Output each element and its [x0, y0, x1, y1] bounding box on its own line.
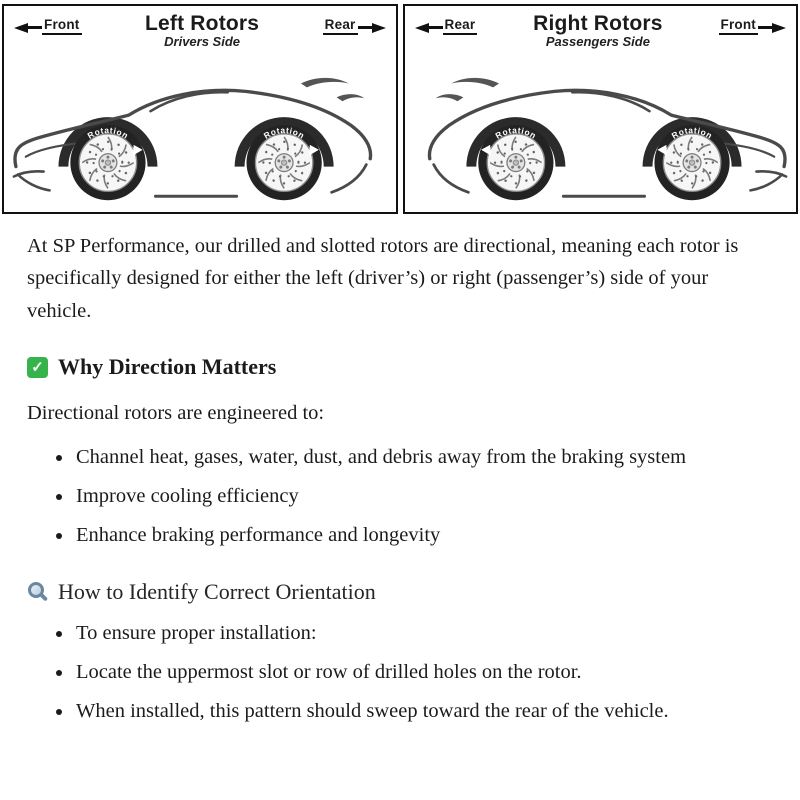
arrow-right-icon	[372, 23, 386, 33]
section-heading-text: Why Direction Matters	[58, 354, 277, 380]
bullet-item: • Improve cooling efficiency	[74, 481, 773, 513]
arrow-shaft	[429, 26, 443, 29]
front-label: Front	[42, 17, 82, 35]
intro-paragraph: At SP Performance, our drilled and slotted rotors are directional, meaning each rotor is specifically designed for either the left (driver’s) or right (passenger’s) side of your vehicle.	[27, 235, 739, 322]
front-direction-label	[719, 17, 787, 35]
benefits-list	[27, 442, 773, 552]
panel-title: Left Rotors	[144, 12, 260, 35]
bullet-item: • To ensure proper installation:	[74, 618, 773, 650]
arrow-shaft	[358, 26, 372, 29]
rear-label: Rear	[443, 17, 478, 35]
left-car-diagram	[6, 49, 394, 207]
rotation-label: Rotation	[669, 125, 715, 142]
magnifier-icon	[27, 581, 48, 602]
section-heading-why-direction-matters	[27, 354, 773, 380]
rotation-label: Rotation	[261, 125, 307, 142]
rear-direction-label	[415, 17, 478, 35]
panel-subtitle: Passengers Side	[545, 34, 650, 50]
check-icon	[27, 357, 48, 378]
right-panel-header	[405, 6, 797, 49]
front-label: Front	[719, 17, 759, 35]
right-car-diagram	[406, 49, 794, 207]
rotor-diagram	[0, 0, 800, 214]
left-panel-header	[4, 6, 396, 49]
bullet-item: • Channel heat, gases, water, dust, and debris away from the braking system	[74, 442, 773, 474]
section-heading-text: How to Identify Correct Orientation	[58, 578, 376, 604]
lead-paragraph: Directional rotors are engineered to:	[27, 401, 325, 424]
arrow-shaft	[758, 26, 772, 29]
panel-title-box	[82, 13, 323, 49]
left-rotors-panel	[2, 4, 398, 214]
arrow-shaft	[28, 26, 42, 29]
arrow-left-icon	[14, 23, 28, 33]
bullet-item: • When installed, this pattern should sweep toward the rear of the vehicle.	[74, 696, 773, 728]
bullet-item: • Locate the uppermost slot or row of drilled holes on the rotor.	[74, 657, 773, 689]
panel-title-box	[477, 13, 718, 49]
front-direction-label	[14, 17, 82, 35]
arrow-left-icon	[415, 23, 429, 33]
panel-subtitle: Drivers Side	[164, 34, 241, 50]
bullet-item: • Enhance braking performance and longevity	[74, 520, 773, 552]
section-heading-identify-orientation	[27, 579, 773, 605]
right-rotors-panel	[403, 4, 799, 214]
rear-direction-label	[323, 17, 386, 35]
arrow-right-icon	[772, 23, 786, 33]
orientation-list	[27, 618, 773, 728]
rotation-label: Rotation	[85, 125, 131, 142]
rotation-label: Rotation	[493, 125, 539, 142]
rear-label: Rear	[323, 17, 358, 35]
panel-title: Right Rotors	[533, 12, 663, 35]
article-body	[0, 230, 800, 728]
